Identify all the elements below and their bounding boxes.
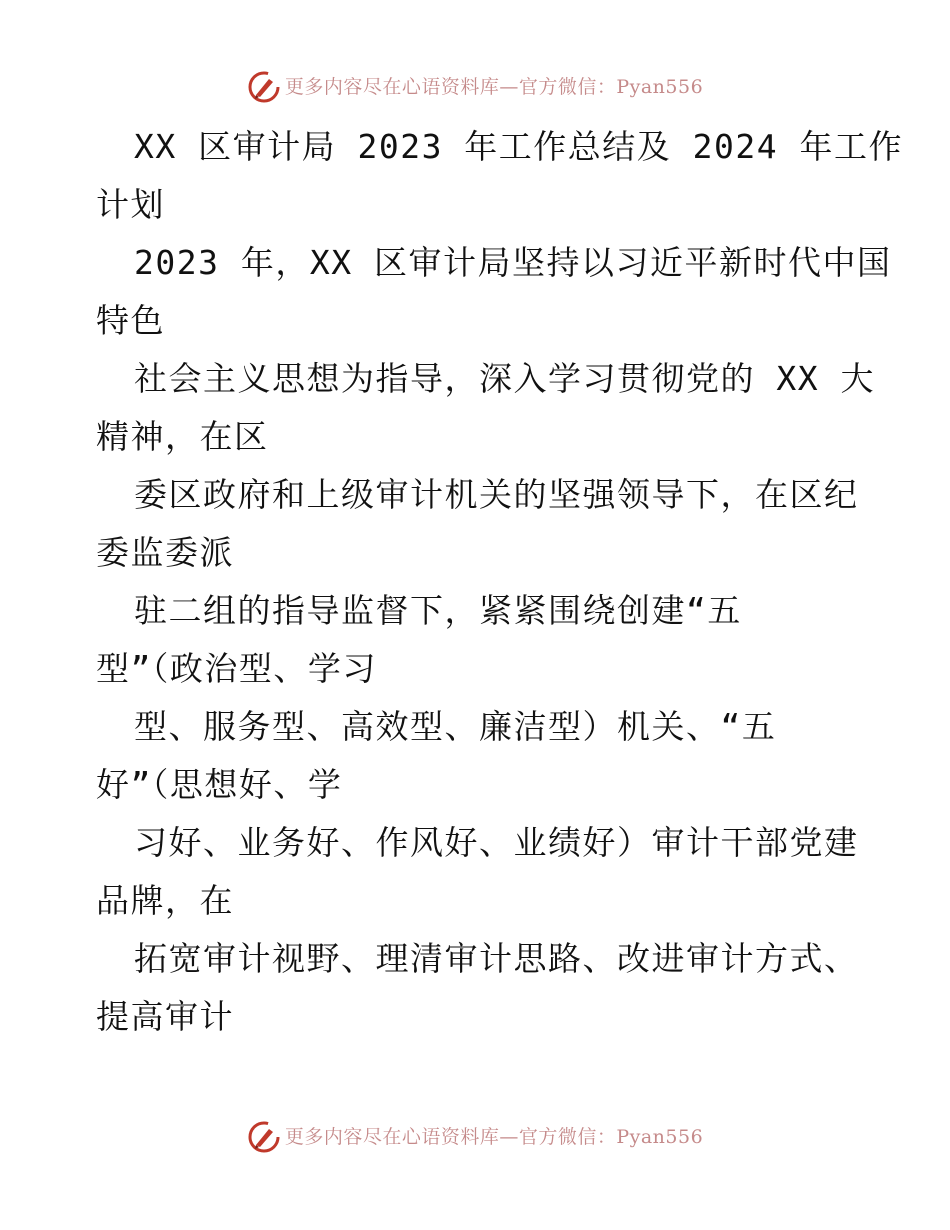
text-line: 委监委派 (96, 533, 234, 572)
text-line: 拓宽审计视野、理清审计思路、改进审计方式、 (134, 939, 859, 978)
text-line: 驻二组的指导监督下，紧紧围绕创建“五 (134, 591, 742, 630)
watermark-header (0, 70, 950, 104)
document-body (96, 118, 904, 1046)
text-line: 社会主义思想为指导，深入学习贯彻党的 XX 大 (134, 359, 875, 398)
text-line: 特色 (96, 301, 165, 340)
text-line: 型”（政治型、学习 (96, 649, 377, 688)
pen-logo-icon (247, 70, 281, 104)
text-line: 提高审计 (96, 997, 234, 1036)
text-line: 委区政府和上级审计机关的坚强领导下，在区纪 (134, 475, 859, 514)
text-line: 品牌，在 (96, 881, 234, 920)
pen-logo-icon (247, 1120, 281, 1154)
text-line: 型、服务型、高效型、廉洁型）机关、“五 (134, 707, 777, 746)
text-line: 好”（思想好、学 (96, 765, 343, 804)
text-line: 精神，在区 (96, 417, 269, 456)
text-line: 2023 年，XX 区审计局坚持以习近平新时代中国 (134, 243, 892, 282)
watermark-text: 更多内容尽在心语资料库—官方微信：Pyan556 (284, 1126, 704, 1148)
text-line: 计划 (96, 185, 165, 224)
text-line: 习好、业务好、作风好、业绩好）审计干部党建 (134, 823, 859, 862)
watermark-text: 更多内容尽在心语资料库—官方微信：Pyan556 (284, 76, 704, 98)
text-line: XX 区审计局 2023 年工作总结及 2024 年工作 (134, 127, 904, 166)
watermark-footer (0, 1120, 950, 1154)
